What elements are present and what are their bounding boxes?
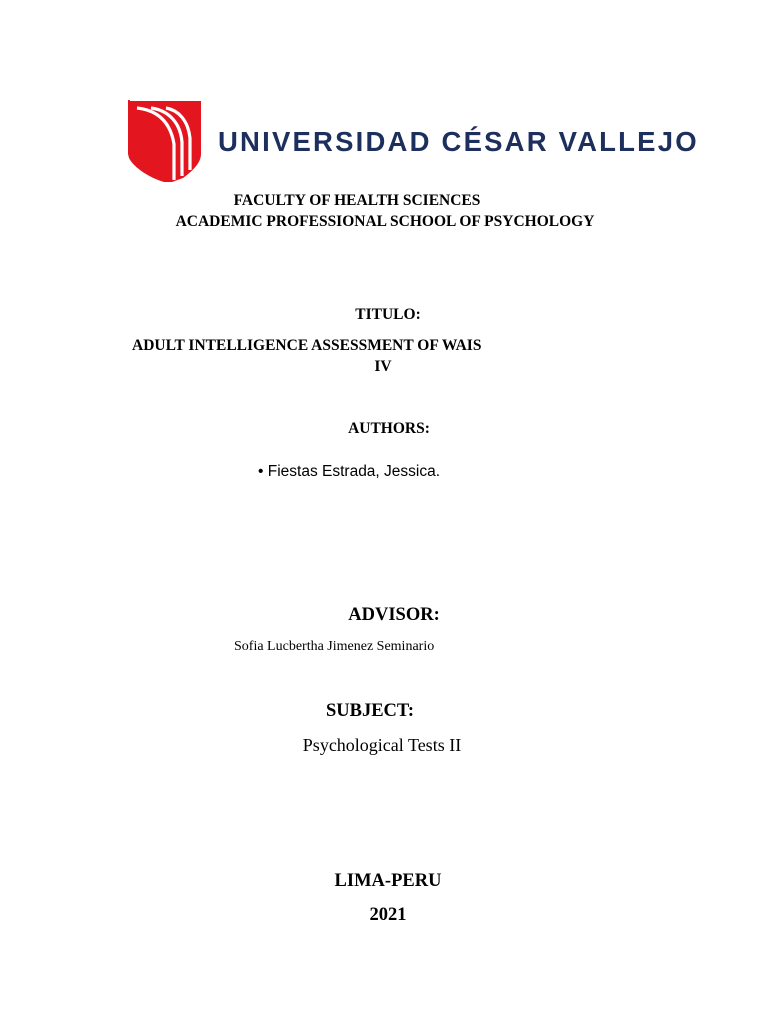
faculty-name: FACULTY OF HEALTH SCIENCES <box>233 192 481 209</box>
school-name: ACADEMIC PROFESSIONAL SCHOOL OF PSYCHOLOGY <box>175 213 595 230</box>
advisor-name: Sofia Lucbertha Jimenez Seminario <box>234 639 435 654</box>
authors-heading: AUTHORS: <box>348 420 430 437</box>
university-logo-icon <box>126 98 202 182</box>
author-list-item <box>258 462 440 482</box>
subject-heading: SUBJECT: <box>325 701 415 721</box>
advisor-heading: ADVISOR: <box>348 605 440 625</box>
city-country: LIMA-PERU <box>334 871 442 891</box>
university-wordmark: UNIVERSIDAD CÉSAR VALLEJO <box>218 126 699 157</box>
document-title-line-1: ADULT INTELLIGENCE ASSESSMENT OF WAIS <box>132 337 482 354</box>
title-heading: TITULO: <box>355 306 421 323</box>
document-title-line-2: IV <box>374 358 392 375</box>
bullet-icon: • <box>258 463 264 480</box>
year: 2021 <box>369 905 407 925</box>
author-name: Fiestas Estrada, Jessica. <box>267 463 441 480</box>
subject-value: Psychological Tests II <box>302 735 462 755</box>
